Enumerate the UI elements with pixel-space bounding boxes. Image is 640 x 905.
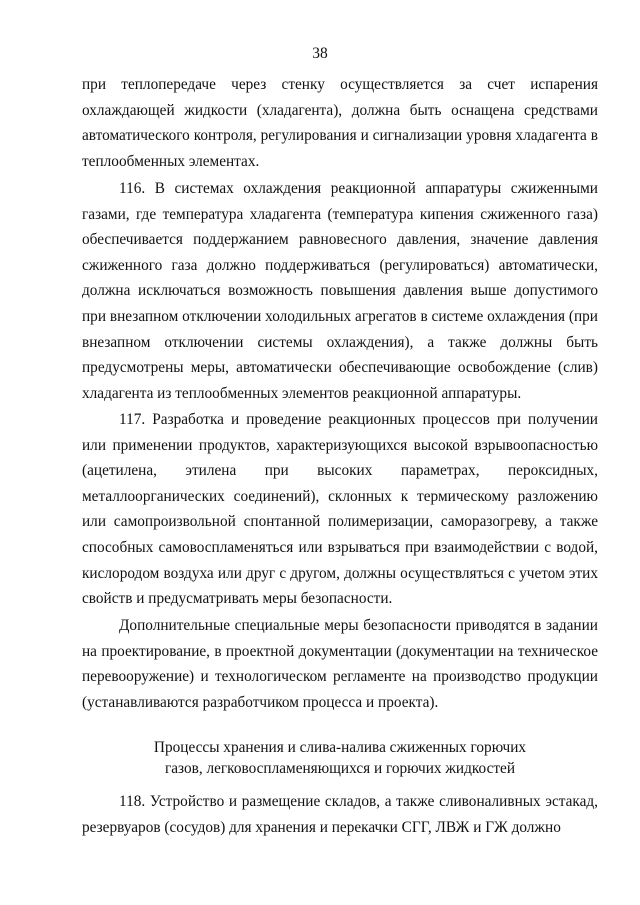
paragraph-118: 118. Устройство и размещение складов, а также сливоналивных эстакад, резервуаров (сосудов) для хранения и перекачки СГГ, ЛВЖ и ГЖ должно <box>82 793 598 836</box>
section-heading-line-1: Процессы хранения и слива-налива сжиженных горючих <box>153 739 527 756</box>
paragraph-116: 116. В системах охлаждения реакционной аппаратуры сжиженными газами, где температура хладагента (температура кипения сжиженного газа) обеспечивается поддержанием равновесного давления, значение давления сжиженного газа должно поддерживаться (регулироваться) автоматически, должна исключаться возможность повышения давления выше допустимого при внезапном отключении холодильных агрегатов в системе охлаждения (при внезапном отключении системы охлаждения), а также должны быть предусмотрены меры, автоматически обеспечивающие освобождение (слив) хладагента из теплообменных элементов реакционной аппаратуры. <box>82 180 598 402</box>
paragraph-additional-measures: Дополнительные специальные меры безопасности приводятся в задании на проектирование, в проектной документации (документации на техническое перевооружение) и технологическом регламенте на производство продукции (устанавливаются разработчиком процесса и проекта). <box>82 617 598 711</box>
page-number: 38 <box>312 45 328 62</box>
section-heading <box>82 737 598 779</box>
paragraph-117: 117. Разработка и проведение реакционных процессов при получении или применении продуктов, характеризующихся высокой взрывоопасностью (ацетилена, этилена при высоких параметрах, пероксидных, металлоорганических соединений), склонных к термическому разложению или самопроизвольной спонтанной полимеризации, саморазогреву, а также способных самовоспламеняться или взрываться при взаимодействии с водой, кислородом воздуха или друг с другом, должны осуществляться с учетом этих свойств и предусматривать меры безопасности. <box>82 411 598 608</box>
section-heading-line-2: газов, легковоспламеняющихся и горючих жидкостей <box>164 760 516 777</box>
paragraph-continuation: при теплопередаче через стенку осуществляется за счет испарения охлаждающей жидкости (хладагента), должна быть оснащена средствами автоматического контроля, регулирования и сигнализации уровня хладагента в теплообменных элементах. <box>82 76 598 170</box>
